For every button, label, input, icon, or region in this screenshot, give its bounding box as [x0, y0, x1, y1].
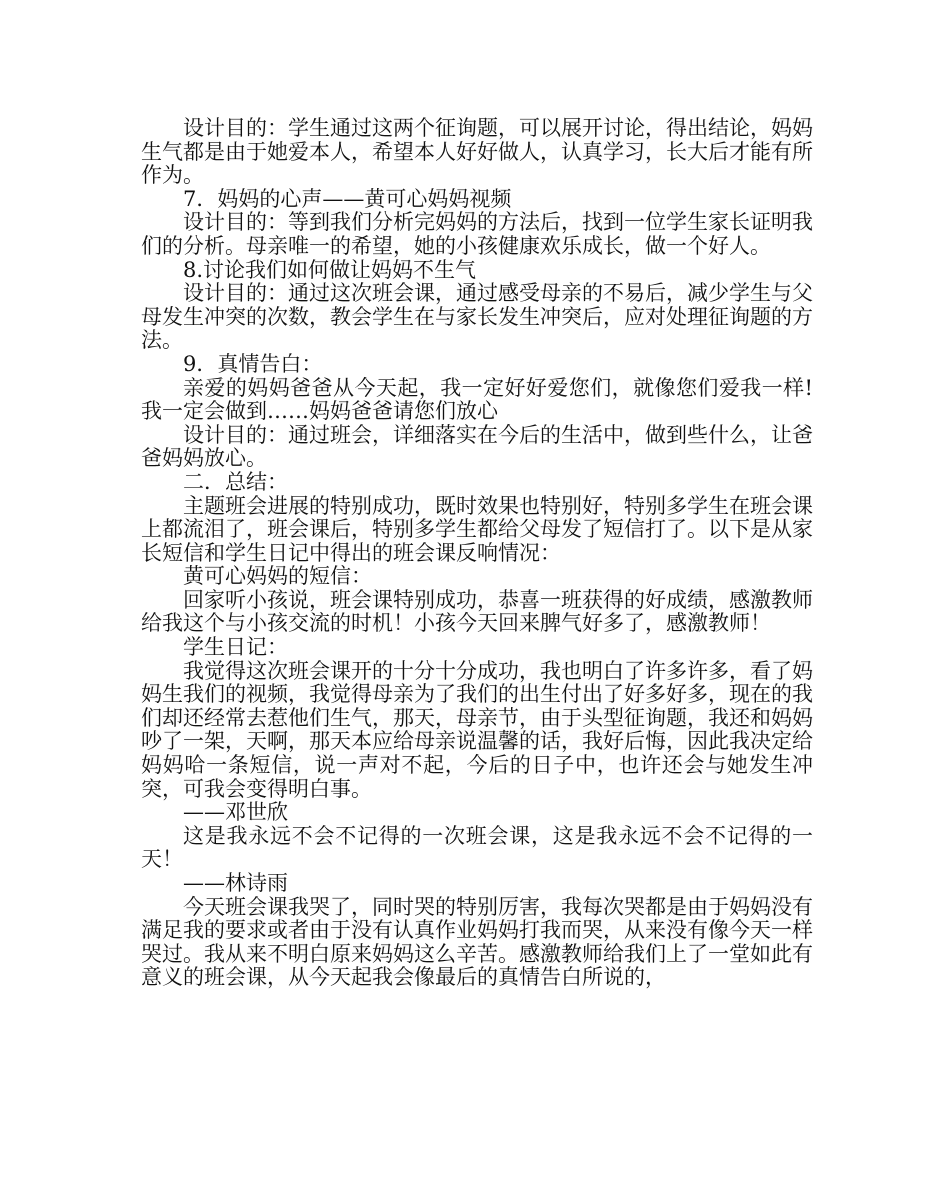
paragraph-diary-final: 今天班会课我哭了，同时哭的特别厉害，我每次哭都是由于妈妈没有满足我的要求或者由于没有认真作业妈妈打我而哭，从来没有像今天一样哭过。我从来不明白原来妈妈这么辛苦。感激教师给我们上了一堂如此有意义的班会课，从今天起我会像最后的真情告白所说的， [141, 894, 813, 990]
section-heading-summary: 二．总结： [183, 469, 288, 494]
paragraph-diary-lin: 这是我永远不会不记得的一次班会课，这是我永远不会不记得的一天！ [141, 823, 813, 872]
paragraph-parent-sms-heading: 黄可心妈妈的短信： [183, 564, 372, 589]
paragraph-design-purpose-video: 设计目的：等到我们分析完妈妈的方法后，找到一位学生家长证明我们的分析。母亲唯一的希望，她的小孩健康欢乐成长，做一个好人。 [141, 210, 813, 258]
paragraph-design-purpose-discussion: 设计目的：学生通过这两个征询题，可以展开讨论，得出结论，妈妈生气都是由于她爱本人，希望本人好好做人，认真学习，长大后才能有所作为。 [141, 116, 813, 188]
paragraph-parent-sms: 回家听小孩说，班会课特别成功，恭喜一班获得的好成绩，感激教师给我这个与小孩交流的时机！小孩今天回来脾气好多了，感激教师！ [141, 587, 813, 636]
paragraph-student-diary-heading: 学生日记： [183, 635, 288, 660]
signature-deng-shixin: ——邓世欣 [183, 800, 288, 825]
paragraph-item-7-heading: 7．妈妈的心声——黄可心妈妈视频 [183, 186, 512, 211]
signature-lin-shiyu: ——林诗雨 [183, 871, 288, 895]
paragraph-design-purpose-class-meeting: 设计目的：通过班会，详细落实在今后的生活中，做到些什么，让爸爸妈妈放心。 [141, 422, 813, 471]
paragraph-item-8-heading: 8.讨论我们如何做让妈妈不生气 [183, 257, 477, 282]
document-body [141, 117, 813, 990]
paragraph-diary-deng: 我觉得这次班会课开的十分十分成功，我也明白了许多许多，看了妈妈生我们的视频，我觉得母亲为了我们的出生付出了好多好多，现在的我们却还经常去惹他们生气，那天，母亲节，由于头型征询题，我还和妈妈吵了一架，天啊，那天本应给母亲说温馨的话，我好后悔，因此我决定给妈妈哈一条短信，说一声对不起，今后的日子中，也许还会与她发生冲突，可我会变得明白事。 [141, 658, 813, 801]
paragraph-summary: 主题班会进展的特别成功，既时效果也特别好，特别多学生在班会课上都流泪了，班会课后，特别多学生都给父母发了短信打了。以下是从家长短信和学生日记中得出的班会课反响情况： [141, 493, 813, 565]
paragraph-item-9-heading: 9．真情告白： [183, 351, 323, 376]
paragraph-design-purpose-conflict: 设计目的：通过这次班会课，通过感受母亲的不易后，减少学生与父母发生冲突的次数，教会学生在与家长发生冲突后，应对处理征询题的方法。 [141, 281, 813, 353]
paragraph-confession: 亲爱的妈妈爸爸从今天起，我一定好好爱您们，就像您们爱我一样!我一定会做到……妈妈爸爸请您们放心 [141, 375, 813, 424]
